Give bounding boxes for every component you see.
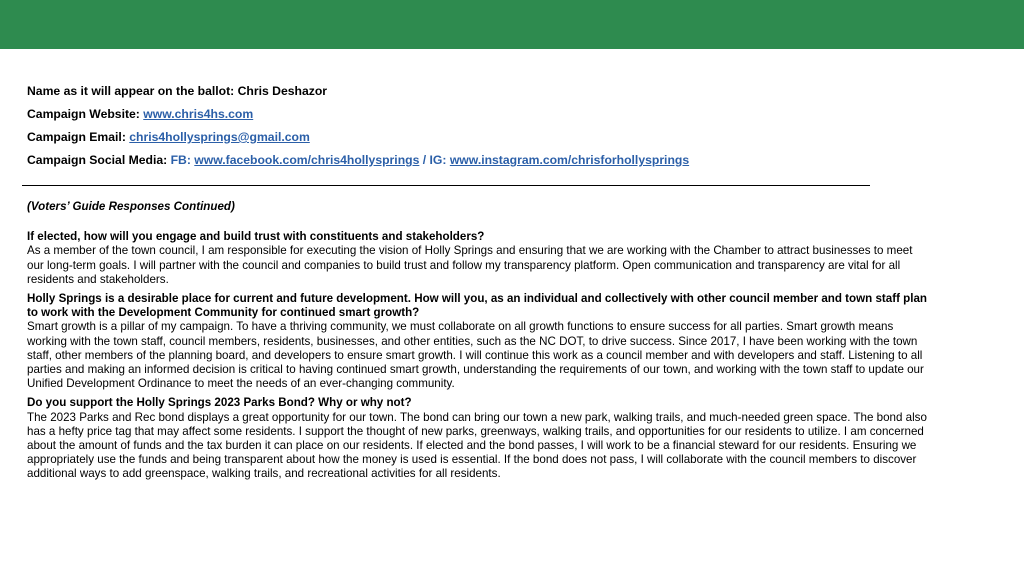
instagram-link[interactable]: www.instagram.com/chrisforhollysprings: [449, 153, 690, 167]
website-link[interactable]: www.chris4hs.com: [143, 107, 254, 121]
website-label: Campaign Website:: [27, 107, 144, 121]
ballot-name-line: [27, 84, 987, 99]
answer: Smart growth is a pillar of my campaign. To have a thriving community, we must collaborate on all growth functions to ensure success for all parties. Smart growth means working with the town staff, council members, residents, businesses, and other entities, such as the NC DOT, to drive success. Since 2017, I have been working with the town staff, other members of the planning board, and developers to ensure smart growth. I will continue this work as a council member and with developers and staff. Listening to all parties and making an informed decision is critical to having continued smart growth, understanding the requirements of our town, and working with the town staff to update our Unified Development Ordinance to meet the needs of an ever-changing community.: [27, 320, 924, 391]
qa-block: [27, 396, 927, 481]
email-label: Campaign Email:: [27, 130, 130, 144]
divider-line: [22, 185, 870, 186]
answer: The 2023 Parks and Rec bond displays a great opportunity for our town. The bond can bring our town a new park, walking trails, and much-needed green space. The bond also has a hefty price tag that may affect some residents. I support the thought of new parks, greenways, walking trails, and opportunities for our residents to utilize. I am concerned about the amount of funds and the tax burden it can place on our residents. If elected and the bond passes, I will work to be a financial steward for our residents. Ensuring we appropriately use the funds and being transparent about how the money is used is essential. If the bond does not pass, I will collaborate with the council members to discover additional ways to add greenspace, walking trails, and recreational activities for all residents.: [27, 410, 927, 481]
question: Holly Springs is a desirable place for current and future development. How will you, as an individual and collectively with other council member and town staff plan to work with the Development Community for continued smart growth?: [27, 292, 927, 320]
answer: As a member of the town council, I am responsible for executing the vision of Holly Springs and ensuring that we are working with the Chamber to attract businesses to meet our long-term goals. I will partner with the council and companies to build trust and follow my transparency platform. Open communication and transparency are vital for all residents and stakeholders.: [27, 244, 913, 286]
email-link[interactable]: chris4hollysprings@gmail.com: [129, 130, 310, 144]
social-media-line: [27, 153, 987, 168]
social-media-label: Campaign Social Media:: [27, 153, 171, 167]
ballot-name: Chris Deshazor: [237, 84, 328, 98]
qa-block: [27, 292, 927, 391]
facebook-label: FB:: [170, 153, 195, 167]
question: Do you support the Holly Springs 2023 Parks Bond? Why or why not?: [27, 396, 412, 410]
facebook-link[interactable]: www.facebook.com/chris4hollysprings: [194, 153, 420, 167]
qa-block: [27, 230, 927, 287]
continued-heading: (Voters’ Guide Responses Continued): [27, 200, 235, 213]
candidate-info: [27, 84, 987, 176]
instagram-label: / IG:: [419, 153, 450, 167]
question: If elected, how will you engage and build trust with constituents and stakeholders?: [27, 230, 485, 244]
ballot-name-label: Name as it will appear on the ballot:: [27, 84, 238, 98]
website-line: [27, 107, 987, 122]
responses: [27, 200, 927, 487]
header-banner: [0, 0, 1024, 49]
email-line: [27, 130, 987, 145]
